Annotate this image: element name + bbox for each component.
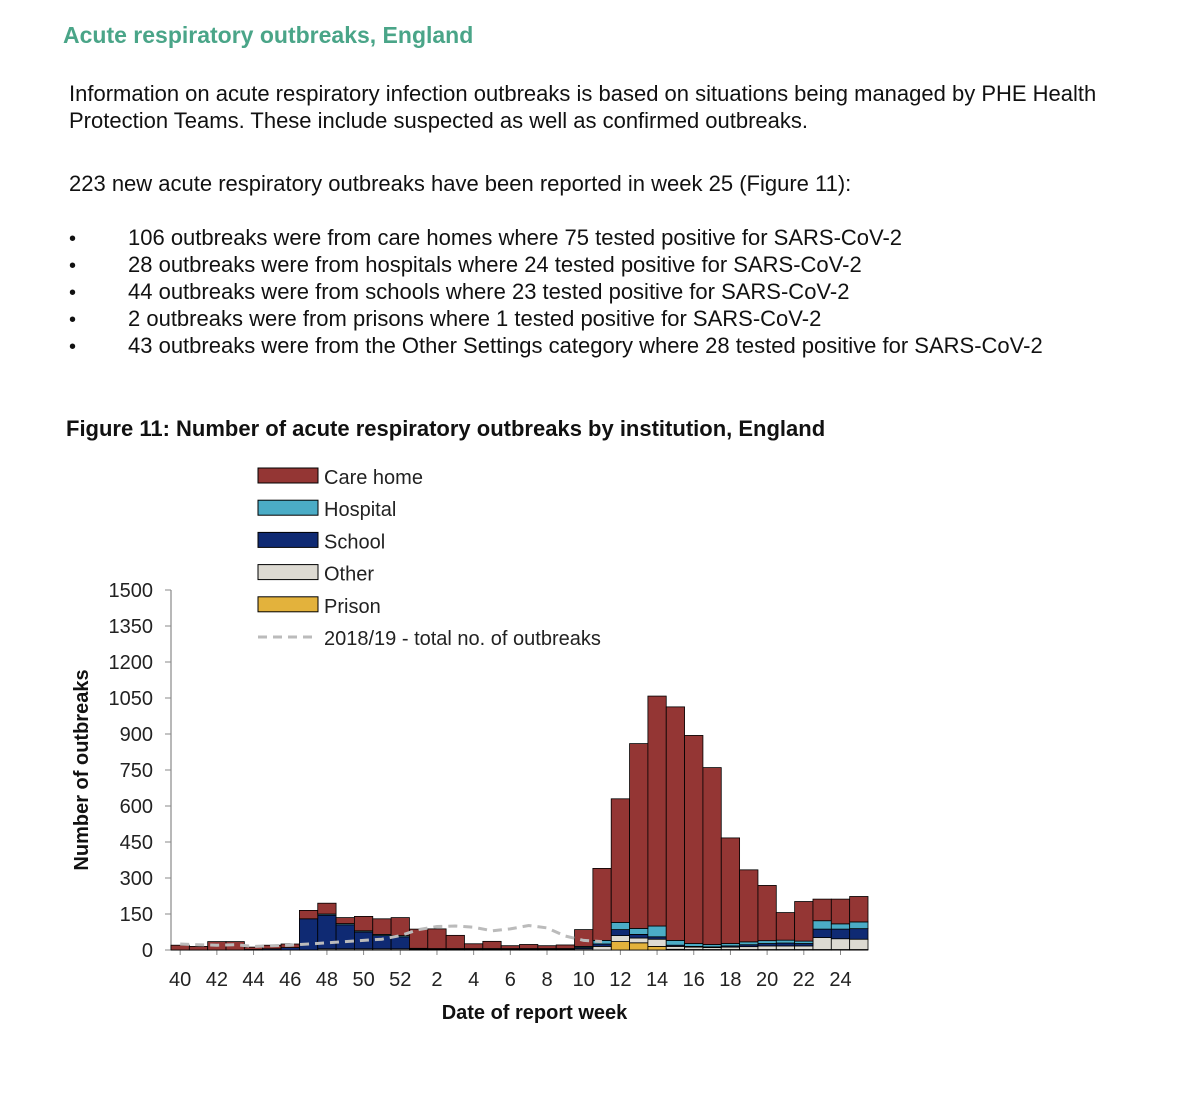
x-tick-label: 4: [468, 969, 480, 991]
bar-other-week-14: [648, 939, 666, 946]
y-tick-label: 1200: [108, 652, 153, 674]
bar-care-home-week-50: [354, 916, 372, 930]
bar-school-week-25: [850, 929, 868, 940]
bar-school-week-52: [391, 937, 409, 949]
bar-care-home-week-23: [813, 899, 831, 921]
bar-care-home-week-24: [831, 899, 849, 924]
x-tick-label: 40: [169, 969, 192, 991]
legend-label-school: School: [324, 531, 386, 554]
bar-hospital-week-25: [850, 922, 868, 929]
x-tick-label: 10: [572, 969, 595, 991]
bar-care-home-week-48: [318, 903, 336, 914]
bar-care-home-week-3: [446, 935, 464, 948]
bullet-prisons: • 2 outbreaks were from prisons where 1 tested positive for SARS-CoV-2: [69, 305, 1129, 332]
bar-other-week-11: [593, 946, 611, 950]
bar-other-week-21: [776, 946, 794, 950]
bar-care-home-week-49: [336, 918, 354, 924]
y-tick-label: 1350: [108, 616, 153, 638]
bar-care-home-week-51: [373, 919, 391, 935]
y-tick-label: 900: [119, 724, 153, 746]
x-tick-label: 18: [719, 969, 742, 991]
legend-label-prison: Prison: [324, 595, 381, 618]
bar-hospital-week-13: [630, 928, 648, 934]
x-tick-label: 24: [829, 969, 852, 991]
bar-care-home-week-8: [538, 946, 556, 949]
bar-school-week-24: [831, 929, 849, 939]
bar-care-home-week-21: [776, 913, 794, 941]
summary-sentence: 223 new acute respiratory outbreaks have been reported in week 25 (Figure 11):: [69, 171, 852, 196]
x-tick-label: 42: [205, 969, 228, 991]
bar-care-home-week-7: [520, 944, 538, 948]
x-tick-label: 8: [541, 969, 553, 991]
x-tick-label: 44: [242, 969, 265, 991]
bar-hospital-week-20: [758, 941, 776, 944]
bullet-hospitals: • 28 outbreaks were from hospitals where 24 tested positive for SARS-CoV-2: [69, 251, 1129, 278]
bar-care-home-week-15: [666, 707, 684, 941]
bar-care-home-week-2: [428, 929, 446, 949]
bar-hospital-week-19: [740, 942, 758, 945]
bar-other-week-24: [831, 939, 849, 950]
legend-swatch-other: [258, 565, 318, 580]
bar-other-week-15: [666, 946, 684, 949]
chart-bars: [171, 696, 868, 950]
bar-school-week-12: [611, 930, 629, 936]
bar-hospital-week-14: [648, 926, 666, 937]
bar-care-home-week-6: [501, 946, 519, 949]
x-tick-label: 12: [609, 969, 632, 991]
bar-care-home-week-13: [630, 744, 648, 929]
bar-care-home-week-47: [299, 910, 317, 918]
bar-school-week-21: [776, 943, 794, 946]
x-tick-label: 22: [792, 969, 815, 991]
bar-school-week-13: [630, 934, 648, 938]
x-tick-label: 46: [279, 969, 302, 991]
bar-school-week-23: [813, 929, 831, 937]
bar-care-home-week-14: [648, 696, 666, 926]
bar-care-home-week-18: [721, 838, 739, 944]
bar-other-week-23: [813, 938, 831, 950]
y-tick-label: 0: [141, 940, 153, 962]
bar-other-week-25: [850, 939, 868, 949]
bar-prison-week-13: [630, 943, 648, 950]
legend-swatch-care-home: [258, 468, 318, 483]
bar-hospital-week-15: [666, 940, 684, 945]
bar-other-week-12: [611, 936, 629, 942]
y-tick-label: 1050: [108, 688, 153, 710]
bullet-other-settings: • 43 outbreaks were from the Other Settings category where 28 tested positive for SARS-CoV-2: [69, 332, 1129, 359]
y-tick-label: 150: [119, 904, 153, 926]
bar-other-week-13: [630, 938, 648, 943]
bar-care-home-week-22: [795, 902, 813, 942]
bar-care-home-week-11: [593, 868, 611, 940]
x-tick-label: 2: [431, 969, 443, 991]
bar-other-week-22: [795, 946, 813, 950]
bar-care-home-week-40: [171, 945, 189, 950]
bar-care-home-week-17: [703, 768, 721, 945]
bullet-care-homes: • 106 outbreaks were from care homes where 75 tested positive for SARS-CoV-2: [69, 224, 1129, 251]
legend-swatch-prison: [258, 597, 318, 612]
bar-hospital-week-24: [831, 924, 849, 929]
bar-care-home-week-25: [850, 896, 868, 921]
bar-school-week-51: [373, 936, 391, 949]
x-tick-label: 14: [645, 969, 669, 991]
bar-prison-week-14: [648, 946, 666, 950]
x-axis-title: Date of report week: [441, 1002, 628, 1024]
y-tick-label: 1500: [108, 580, 153, 602]
chart-legend: [258, 467, 601, 650]
bar-care-home-week-4: [464, 944, 482, 949]
y-tick-label: 750: [119, 760, 153, 782]
bar-prison-week-12: [611, 942, 629, 950]
bar-school-week-49: [336, 925, 354, 949]
bar-care-home-week-19: [740, 870, 758, 942]
x-tick-label: 48: [315, 969, 339, 991]
y-tick-label: 300: [119, 868, 153, 890]
legend-label-other: Other: [324, 563, 375, 586]
y-axis-title: Number of outbreaks: [71, 669, 93, 871]
legend-label-care-home: Care home: [324, 467, 423, 489]
bar-hospital-week-21: [776, 940, 794, 943]
bar-other-week-19: [740, 947, 758, 950]
x-tick-label: 20: [755, 969, 779, 991]
y-tick-label: 600: [119, 796, 153, 818]
x-tick-label: 50: [352, 969, 375, 991]
legend-label-hospital: Hospital: [324, 499, 397, 522]
intro-paragraph: Information on acute respiratory infection outbreaks is based on situations being managed by PHE Health Protection Teams. These include suspected as well as confirmed outbreaks.: [69, 81, 1097, 133]
y-tick-label: 450: [119, 832, 153, 854]
bar-care-home-week-16: [685, 735, 703, 943]
bar-care-home-week-9: [556, 945, 574, 949]
bullet-schools: • 44 outbreaks were from schools where 23 tested positive for SARS-CoV-2: [69, 278, 1129, 305]
legend-swatch-school: [258, 532, 318, 547]
bar-care-home-week-41: [189, 946, 207, 950]
bar-hospital-week-12: [611, 922, 629, 929]
x-tick-label: 52: [389, 969, 412, 991]
section-heading: Acute respiratory outbreaks, England: [63, 22, 474, 48]
bar-care-home-week-5: [483, 941, 501, 948]
legend-label-2018-19-total-no-of-outbreaks: 2018/19 - total no. of outbreaks: [324, 628, 601, 650]
legend-swatch-hospital: [258, 500, 318, 515]
bar-hospital-week-16: [685, 944, 703, 947]
x-tick-label: 6: [504, 969, 516, 991]
bar-care-home-week-12: [611, 799, 629, 923]
bar-other-week-20: [758, 946, 776, 950]
bar-care-home-week-20: [758, 885, 776, 940]
bar-hospital-week-23: [813, 921, 831, 929]
figure-title: Figure 11: Number of acute respiratory outbreaks by institution, England: [66, 416, 826, 441]
bar-care-home-week-10: [575, 930, 593, 947]
x-tick-label: 16: [682, 969, 705, 991]
